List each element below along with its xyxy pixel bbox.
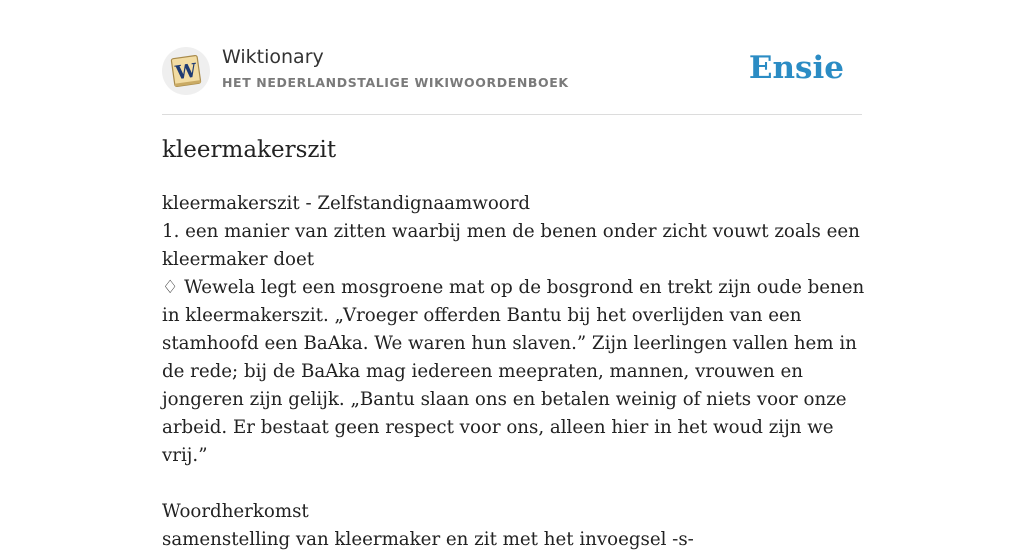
wiktionary-logo-icon[interactable]	[162, 47, 210, 95]
site-header	[162, 44, 862, 115]
spacer	[162, 470, 867, 498]
part-of-speech-line: kleermakerszit - Zelfstandignaamwoord	[162, 193, 531, 214]
page-title: kleermakerszit	[162, 137, 337, 163]
entry-content	[162, 190, 867, 554]
example-sentence: ♢ Wewela legt een mosgroene mat op de bosgrond en trekt zijn oude benen in kleermakerszit. „Vroeger offerden Bantu bij het overlijden van een stamhoofd een BaAka. We waren hun slaven.” Zijn leerlingen vallen hem in de rede; bij de BaAka mag iedereen meepraten, mannen, vrouwen en jongeren zijn gelijk. „Bantu slaan ons en betalen weinig of niets voor onze arbeid. Er bestaat geen respect voor ons, alleen hier in het woud zijn we vrij.”	[162, 277, 865, 466]
etymology-text: samenstelling van kleermaker en zit met het invoegsel -s-	[162, 529, 694, 550]
definition: 1. een manier van zitten waarbij men de benen onder zicht vouwt zoals een kleermaker doet	[162, 221, 860, 270]
site-subtitle: HET NEDERLANDSTALIGE WIKIWOORDENBOEK	[222, 75, 569, 90]
etymology-heading: Woordherkomst	[162, 501, 309, 522]
ensie-logo-link[interactable]: Ensie	[748, 50, 844, 86]
site-title[interactable]: Wiktionary	[222, 46, 324, 68]
logo-letter: W	[174, 59, 199, 85]
